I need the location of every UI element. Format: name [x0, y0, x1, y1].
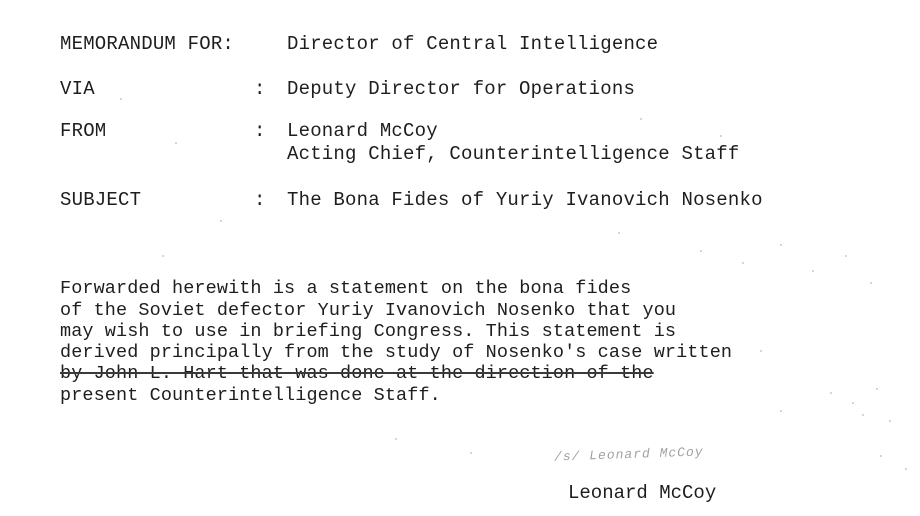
header-label-subject: SUBJECT [60, 189, 142, 211]
header-colon-via: : [254, 78, 266, 100]
signature-name: Leonard McCoy [568, 482, 717, 504]
signature-scrawl: /s/ Leonard McCoy [553, 444, 704, 465]
header-label-from: FROM [60, 120, 107, 142]
body-line-1: Forwarded herewith is a statement on the bona fides [60, 278, 632, 299]
header-label-memorandum-for: MEMORANDUM FOR: [60, 33, 235, 55]
header-value-via: Deputy Director for Operations [287, 78, 636, 100]
header-colon-subject: : [254, 189, 266, 211]
body-line-6: present Counterintelligence Staff. [60, 385, 441, 406]
header-value-from-title: Acting Chief, Counterintelligence Staff [287, 143, 740, 165]
body-line-3: may wish to use in briefing Congress. This statement is [60, 321, 677, 342]
body-line-4: derived principally from the study of Nosenko's case written [60, 342, 733, 363]
header-value-from-name: Leonard McCoy [287, 120, 438, 142]
body-line-5-struck: by John L. Hart that was done at the direction of the [60, 363, 654, 384]
header-value-subject: The Bona Fides of Yuriy Ivanovich Nosenko [287, 189, 763, 211]
body-line-2: of the Soviet defector Yuriy Ivanovich Nosenko that you [60, 300, 677, 321]
header-colon-from: : [254, 120, 266, 142]
header-label-via: VIA [60, 78, 95, 100]
header-value-memorandum-for: Director of Central Intelligence [287, 33, 659, 55]
